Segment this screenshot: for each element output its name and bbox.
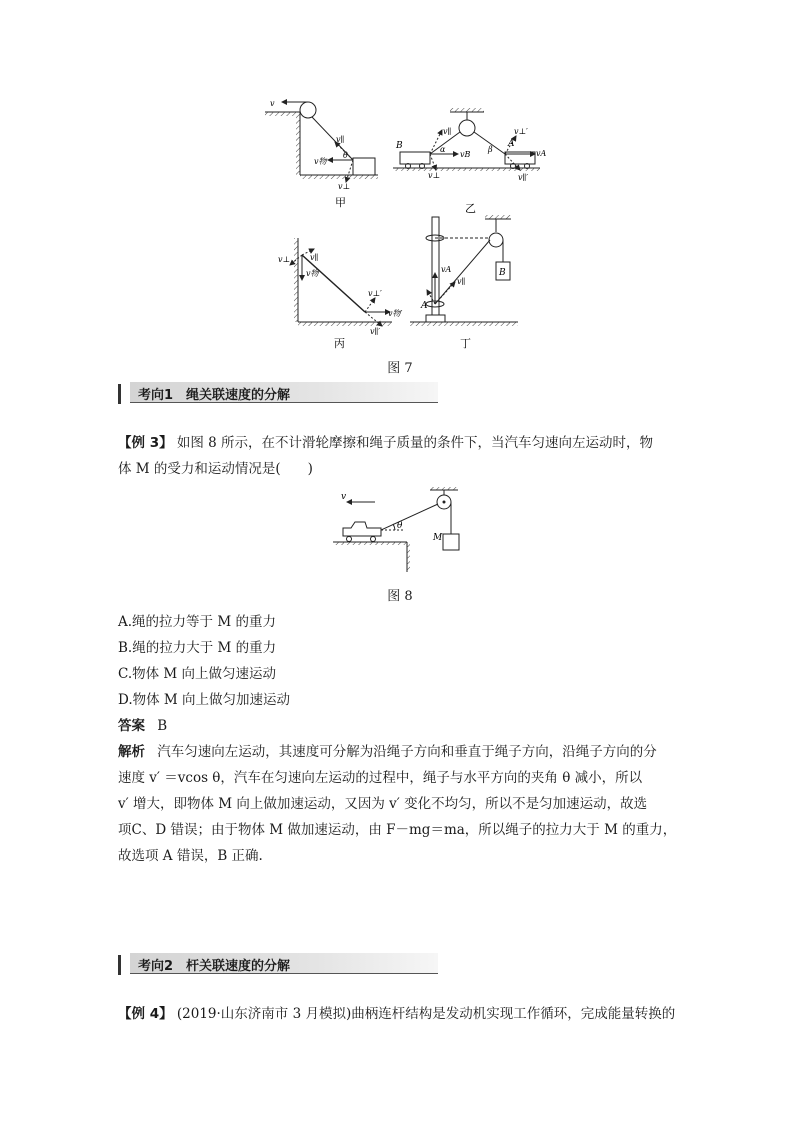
bing-v-par-label: v∥: [310, 253, 319, 262]
ding-v-par-label: v∥: [457, 277, 466, 286]
panel-jia: [265, 99, 378, 209]
section-1-title: 考向1 绳关联速度的分解: [138, 388, 291, 403]
section-2-title: 考向2 杆关联速度的分解: [138, 959, 291, 974]
section-heading-1: [118, 382, 438, 404]
analysis-line-1: [118, 740, 657, 760]
yi-v-par-prime-label: v∥′: [518, 173, 529, 182]
option-a: A.绳的拉力等于 M 的重力: [118, 614, 276, 630]
jia-v-par-label: v∥: [336, 135, 345, 144]
example-4-text: (2019·山东济南市 3 月模拟)曲柄连杆结构是发动机实现工作循环，完成能量转换的: [176, 1006, 676, 1022]
bing-v-perp-prime-label: v⊥′: [368, 289, 382, 298]
panel-label-yi: 乙: [465, 202, 476, 215]
example-3-question-text: 如图 8 所示，在不计滑轮摩擦和绳子质量的条件下，当汽车匀速向左运动时，物: [176, 435, 654, 451]
example-3-question-line-2: 体 M 的受力和运动情况是( ): [118, 461, 313, 477]
yi-v-perp-prime-label: v⊥′: [514, 127, 528, 136]
yi-A-label: A: [508, 139, 515, 149]
answer-line: [118, 714, 167, 734]
panel-label-ding: 丁: [460, 337, 471, 350]
yi-vA-label: vA: [536, 149, 547, 158]
example-4-line-1: [118, 1002, 675, 1022]
bing-v-perp-label: v⊥: [278, 255, 291, 264]
yi-B-label: B: [396, 141, 403, 151]
analysis-line-3: v′ 增大，即物体 M 向上做加速运动，又因为 v′ 变化不均匀，所以不是匀加速运动，故选: [118, 796, 648, 812]
fig8-M-label: M: [433, 533, 443, 543]
figure-7-caption: 图 7: [387, 361, 413, 376]
analysis-text-1: 汽车匀速向左运动，其速度可分解为沿绳子方向和垂直于绳子方向，沿绳子方向的分: [157, 744, 657, 760]
yi-vB-label: vB: [460, 150, 471, 159]
example-3-question-line-1: [118, 431, 653, 451]
panel-bing: [278, 238, 403, 350]
analysis-line-5: 故选项 A 错误，B 正确.: [118, 848, 263, 864]
jia-v-perp-label: v⊥: [338, 182, 351, 191]
figure-8-caption: 图 8: [387, 589, 413, 604]
analysis-line-4: 项C、D 错误；由于物体 M 做加速运动，由 F－mg＝ma，所以绳子的拉力大于 M 的重力，: [118, 822, 677, 838]
fig8-theta-label: θ: [397, 521, 403, 531]
answer-value: B: [157, 718, 168, 734]
panel-label-bing: 丙: [334, 337, 345, 350]
ding-A-label: A: [421, 301, 428, 311]
option-c: C.物体 M 向上做匀速运动: [118, 666, 277, 682]
yi-v-par-label: v∥: [443, 127, 452, 136]
option-d: D.物体 M 向上做匀加速运动: [118, 692, 291, 708]
yi-alpha-label: α: [440, 145, 446, 154]
yi-v-perp-label: v⊥: [428, 171, 441, 180]
panel-ding: [410, 215, 518, 350]
bing-v-par-prime-label: v∥′: [370, 327, 381, 336]
jia-theta-label: θ: [343, 151, 348, 160]
jia-v-obj-label: v物: [314, 157, 327, 166]
answer-label: 答案: [118, 718, 145, 734]
jia-v-label: v: [270, 99, 275, 108]
bing-v-obj-prime-label: v物′: [388, 309, 403, 318]
figure-8: [325, 482, 475, 577]
bing-v-obj-label: v物: [306, 269, 319, 278]
panel-label-jia: 甲: [335, 196, 346, 209]
ding-B-label: B: [499, 268, 506, 278]
analysis-line-2: 速度 v′ ＝vcos θ，汽车在匀速向左运动的过程中，绳子与水平方向的夹角 θ 减小，所以: [118, 770, 643, 786]
panel-yi: [393, 108, 547, 215]
figure-7: [250, 90, 550, 355]
yi-beta-label: β: [488, 145, 493, 154]
section-heading-2: [118, 953, 438, 975]
example-4-tag: 【例 4】: [118, 1006, 173, 1022]
ding-vA-label: vA: [441, 265, 452, 274]
analysis-label: 解析: [118, 744, 145, 760]
option-b: B.绳的拉力大于 M 的重力: [118, 640, 277, 656]
fig8-v-label: v: [341, 492, 347, 502]
example-3-tag: 【例 3】: [118, 435, 173, 451]
